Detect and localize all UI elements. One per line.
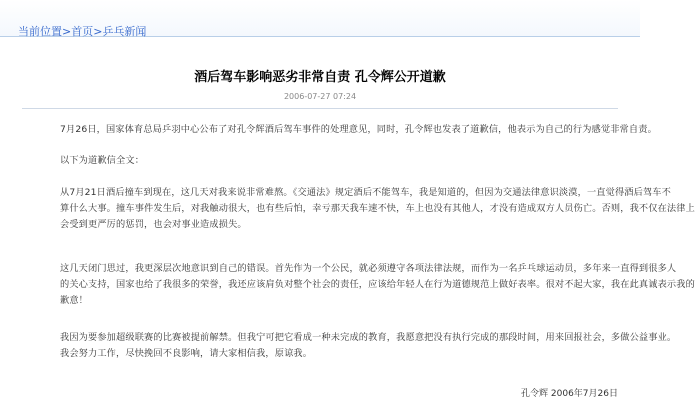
breadcrumb [18,26,146,38]
breadcrumb-home-link[interactable]: 首页 [71,25,94,38]
paragraph-line: 这几天闭门思过，我更深层次地意识到自己的错误。首先作为一个公民，就必须遵守各项法律法规，而作为一名乒乓球运动员，多年来一直得到很多人 [60,263,677,274]
title-divider [22,108,618,109]
paragraph-line: 7月26日，国家体育总局乒羽中心公布了对孔令辉酒后驾车事件的处理意见，同时，孔令辉也发表了道歉信，他表示为自己的行为感觉非常自责。 [60,124,657,135]
article-title: 酒后驾车影响恶劣非常自责 孔令辉公开道歉 [194,70,446,85]
article-signature: 孔令辉 2006年7月26日 [521,389,618,399]
paragraph-line: 以下为道歉信全文： [60,155,145,166]
breadcrumb-prefix: 当前位置 [18,25,62,38]
paragraph-line: 的关心支持，国家也给了我很多的荣誉，我还应该肩负对整个社会的责任，应该给年轻人在行为道德规范上做好表率。很对不起大家，我在此真诚表示我的 [60,279,695,290]
article-paragraph-4 [60,261,695,309]
breadcrumb-separator: > [62,25,72,38]
paragraph-line: 从7月21日酒后撞车到现在，这几天对我来说非常难熬。《交通法》规定酒后不能驾车，我是知道的，但因为交通法律意识淡漠，一直觉得酒后驾车不 [60,187,671,198]
paragraph-line: 算什么大事。撞车事件发生后，对我触动很大，也有些后怕，幸亏那天我车速不快，车上也没有其他人，才没有造成双方人员伤亡。否则，我不仅在法律上 [60,203,695,214]
article-paragraph-5 [60,330,677,362]
paragraph-line: 歉意！ [60,295,89,306]
article-paragraph-1 [60,122,657,138]
article-paragraph-3 [60,185,695,233]
breadcrumb-section-link[interactable]: 乒乓新闻 [102,25,147,38]
breadcrumb-separator: > [93,25,103,38]
paragraph-line: 我会努力工作，尽快挽回不良影响，请大家相信我，原谅我。 [60,348,313,359]
paragraph-line: 我因为要参加超级联赛的比赛被提前解禁。但我宁可把它看成一种未完成的教育，我愿意把没有执行完成的那段时间，用来回报社会，多做公益事业。 [60,332,677,343]
article-paragraph-2 [60,153,620,169]
paragraph-line: 会受到更严厉的惩罚，也会对事业造成损失。 [60,219,247,230]
article-date: 2006-07-27 07:24 [283,92,357,101]
